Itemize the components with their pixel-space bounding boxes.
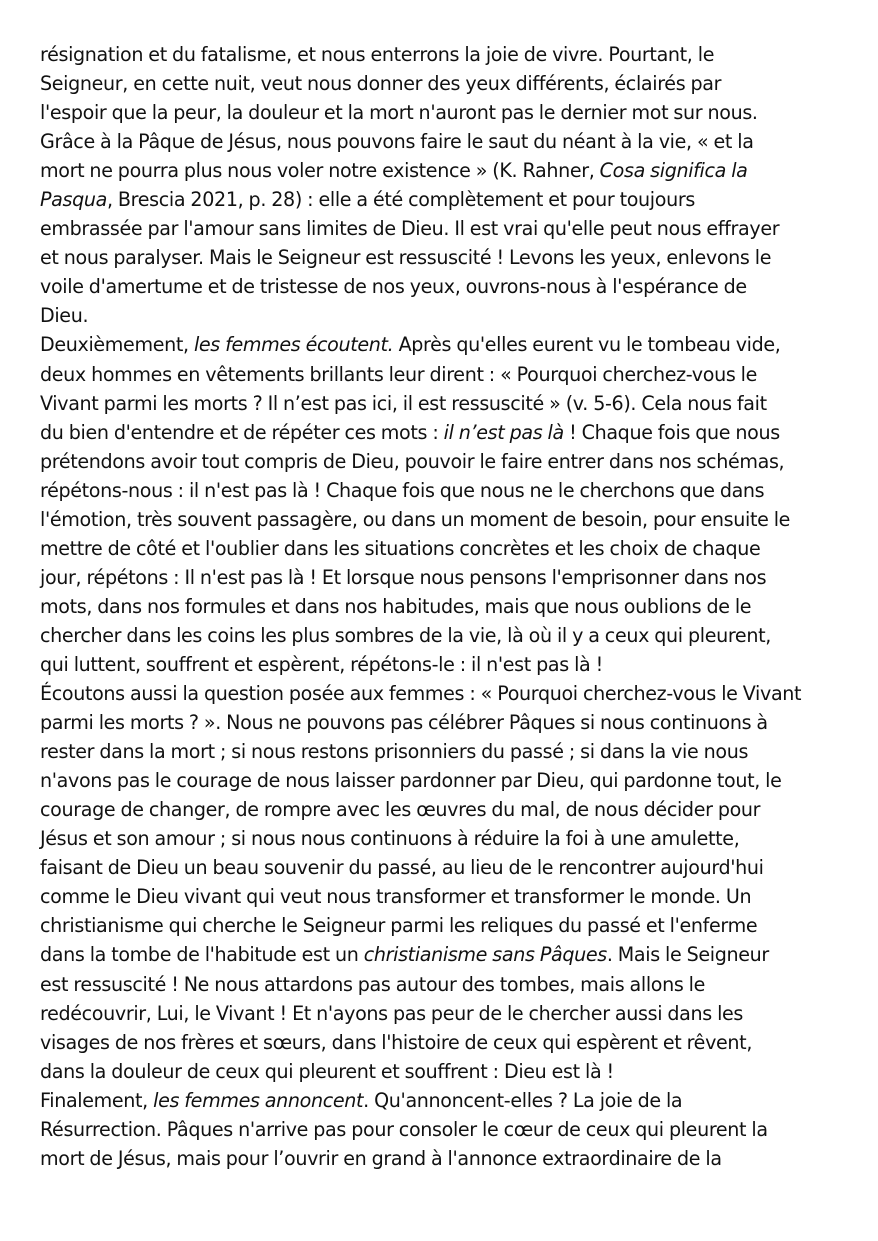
text-line: Deuxièmement, les femmes écoutent. Après qu'elles eurent vu le tombeau vide, <box>40 333 781 357</box>
text-line: Résurrection. Pâques n'arrive pas pour consoler le cœur de ceux qui pleurent la <box>40 1117 768 1141</box>
text-line: Écoutons aussi la question posée aux femmes : « Pourquoi cherchez-vous le Vivant <box>40 682 802 706</box>
italic-emphasis: christianisme sans Pâques <box>363 943 607 967</box>
document-page <box>40 40 840 1173</box>
text-line: rester dans la mort ; si nous restons prisonniers du passé ; si dans la vie nous <box>40 740 749 764</box>
text-line: Pasqua, Brescia 2021, p. 28) : elle a été complètement et pour toujours <box>40 188 695 212</box>
text-line: voile d'amertume et de tristesse de nos yeux, ouvrons-nous à l'espérance de <box>40 275 747 299</box>
text-line: christianisme qui cherche le Seigneur parmi les reliques du passé et l'enferme <box>40 914 758 938</box>
text-line: et nous paralyser. Mais le Seigneur est ressuscité ! Levons les yeux, enlevons le <box>40 246 772 270</box>
text-line: l'espoir que la peur, la douleur et la mort n'auront pas le dernier mot sur nous. <box>40 101 758 125</box>
text-line: résignation et du fatalisme, et nous enterrons la joie de vivre. Pourtant, le <box>40 43 715 66</box>
text-line: Finalement, les femmes annoncent. Qu'annoncent-elles ? La joie de la <box>40 1088 683 1112</box>
text-line: du bien d'entendre et de répéter ces mots : il n’est pas là ! Chaque fois que nous <box>40 420 780 444</box>
text-line: mettre de côté et l'oublier dans les situations concrètes et les choix de chaque <box>40 536 761 560</box>
text-line: n'avons pas le courage de nous laisser pardonner par Dieu, qui pardonne tout, le <box>40 769 782 793</box>
text-line: Vivant parmi les morts ? Il n’est pas ici, il est ressuscité » (v. 5-6). Cela nous fait <box>40 391 767 415</box>
text-line: Seigneur, en cette nuit, veut nous donner des yeux différents, éclairés par <box>40 72 722 96</box>
text-line: mort ne pourra plus nous voler notre existence » (K. Rahner, Cosa significa la <box>40 159 748 183</box>
text-line: courage de changer, de rompre avec les œuvres du mal, de nous décider pour <box>40 798 761 822</box>
text-line: faisant de Dieu un beau souvenir du passé, au lieu de le rencontrer aujourd'hui <box>40 856 764 880</box>
text-line: parmi les morts ? ». Nous ne pouvons pas célébrer Pâques si nous continuons à <box>40 711 768 735</box>
text-line: jour, répétons : Il n'est pas là ! Et lorsque nous pensons l'emprisonner dans nos <box>40 565 767 589</box>
text-line: est ressuscité ! Ne nous attardons pas autour des tombes, mais allons le <box>40 972 706 996</box>
text-line: chercher dans les coins les plus sombres de la vie, là où il y a ceux qui pleurent, <box>40 623 771 647</box>
italic-emphasis: les femmes écoutent. <box>193 333 394 357</box>
text-line: Jésus et son amour ; si nous nous continuons à réduire la foi à une amulette, <box>40 827 740 851</box>
text-line: visages de nos frères et sœurs, dans l'histoire de ceux qui espèrent et rêvent, <box>40 1030 753 1054</box>
text-line: dans la douleur de ceux qui pleurent et souffrent : Dieu est là ! <box>40 1059 614 1083</box>
italic-emphasis: il n’est pas là <box>443 420 564 444</box>
text-line: qui luttent, souffrent et espèrent, répétons-le : il n'est pas là ! <box>40 652 603 676</box>
text-line: répétons-nous : il n'est pas là ! Chaque fois que nous ne le cherchons que dans <box>40 478 765 502</box>
text-line: comme le Dieu vivant qui veut nous transformer et transformer le monde. Un <box>40 885 752 909</box>
text-line: deux hommes en vêtements brillants leur dirent : « Pourquoi cherchez-vous le <box>40 362 757 386</box>
text-line: prétendons avoir tout compris de Dieu, pouvoir le faire entrer dans nos schémas, <box>40 449 785 473</box>
text-line: embrassée par l'amour sans limites de Dieu. Il est vrai qu'elle peut nous effrayer <box>40 217 780 241</box>
text-line: mort de Jésus, mais pour l’ouvrir en grand à l'annonce extraordinaire de la <box>40 1146 722 1170</box>
text-line: dans la tombe de l'habitude est un christianisme sans Pâques. Mais le Seigneur <box>40 943 769 967</box>
italic-emphasis: les femmes annoncent <box>153 1088 364 1112</box>
text-line: Dieu. <box>40 304 89 328</box>
text-line: mots, dans nos formules et dans nos habitudes, mais que nous oublions de le <box>40 594 752 618</box>
text-line: Grâce à la Pâque de Jésus, nous pouvons faire le saut du néant à la vie, « et la <box>40 130 754 154</box>
text-line: redécouvrir, Lui, le Vivant ! Et n'ayons pas peur de le chercher aussi dans les <box>40 1001 744 1025</box>
text-line: l'émotion, très souvent passagère, ou dans un moment de besoin, pour ensuite le <box>40 507 791 531</box>
italic-title: Cosa significa la <box>599 159 748 183</box>
italic-title: Pasqua <box>40 188 107 212</box>
